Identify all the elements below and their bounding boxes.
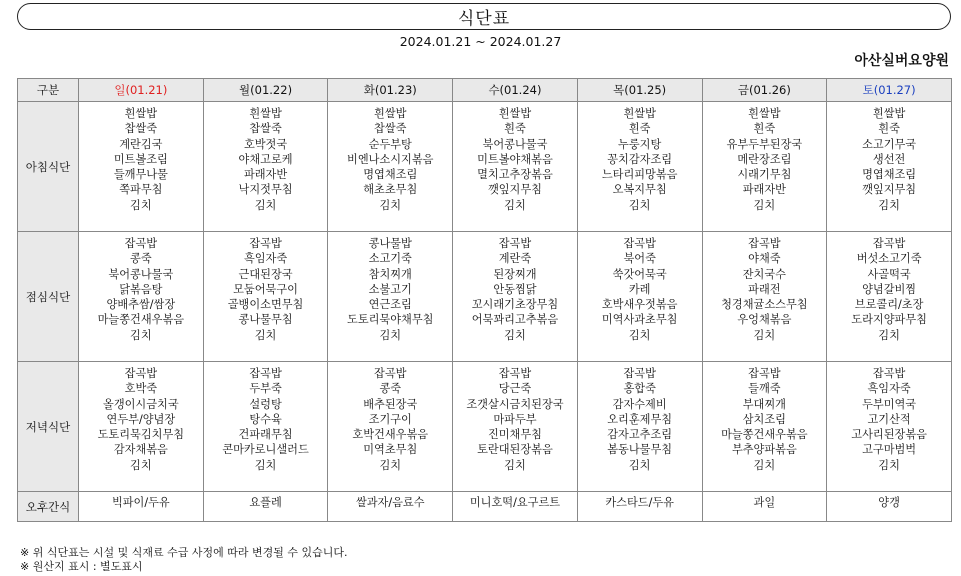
menu-item: 파래자반	[243, 168, 288, 182]
menu-item: 낙지젓무침	[238, 183, 293, 197]
meal-label: 아침식단	[18, 102, 79, 232]
menu-item: 김치	[878, 198, 900, 212]
menu-cell	[79, 492, 204, 522]
menu-item: 삼치조림	[742, 412, 786, 426]
menu-item: 파래자반	[742, 183, 786, 197]
menu-cell	[827, 362, 952, 492]
menu-item: 잡곡밥	[748, 367, 781, 380]
menu-item: 사골떡국	[867, 267, 911, 281]
menu-item: 잔치국수	[742, 267, 786, 281]
menu-item: 김치	[504, 458, 526, 472]
date-period: 2024.01.21 ~ 2024.01.27	[399, 34, 562, 49]
note-line: ※ 원산지 표시 : 별도표시	[20, 559, 143, 573]
menu-item: 깻잎지무침	[487, 183, 542, 197]
menu-item: 멸치고추장볶음	[477, 168, 553, 182]
menu-item: 누룽지탕	[618, 137, 662, 151]
menu-item: 양배추쌈/쌈장	[106, 298, 176, 312]
menu-item: 흰죽	[504, 122, 526, 136]
menu-item: 고사리된장볶음	[851, 428, 927, 442]
menu-item: 마파두부	[493, 412, 537, 426]
menu-item: 김치	[628, 198, 651, 212]
menu-item: 메란장조림	[737, 152, 792, 166]
page-title: 식단표	[457, 9, 511, 29]
menu-item: 카스타드/두유	[605, 496, 674, 509]
menu-item: 호박죽	[124, 382, 158, 396]
menu-item: 해초초무침	[363, 183, 418, 197]
menu-item: 고기산적	[867, 412, 911, 426]
menu-item: 깻잎지무침	[862, 183, 917, 197]
menu-cell	[453, 102, 578, 232]
menu-item: 미역사과초무침	[601, 313, 678, 327]
menu-cell	[328, 232, 453, 362]
menu-item: 잡곡밥	[623, 237, 656, 250]
menu-item: 야채죽	[748, 252, 781, 266]
menu-item: 김치	[130, 458, 152, 472]
menu-cell	[203, 102, 328, 232]
menu-cell	[453, 362, 578, 492]
menu-item: 잡곡밥	[374, 367, 407, 380]
menu-item: 쪽파무침	[119, 183, 163, 197]
menu-item: 감자수제비	[612, 397, 667, 411]
menu-item: 찹쌀죽	[249, 122, 282, 136]
menu-item: 북어콩나물국	[482, 137, 548, 151]
menu-item: 흑임자죽	[243, 252, 288, 266]
menu-item: 진미채무침	[487, 428, 542, 442]
menu-item: 골뱅이소면무침	[227, 298, 304, 312]
menu-cell	[79, 232, 204, 362]
menu-item: 시래기무침	[737, 168, 792, 182]
menu-cell	[702, 362, 827, 492]
menu-item: 봄동나물무침	[607, 443, 673, 457]
menu-item: 잡곡밥	[623, 367, 656, 380]
menu-item: 흑임자죽	[867, 382, 911, 396]
menu-item: 쌀과자/음료수	[355, 496, 425, 509]
menu-item: 모둠어묵구이	[233, 282, 298, 296]
menu-item: 마늘쫑건새우볶음	[721, 428, 808, 442]
menu-item: 잡곡밥	[249, 367, 282, 380]
menu-item: 참치찌개	[368, 267, 412, 281]
menu-item: 두부죽	[249, 382, 282, 396]
menu-item: 흰쌀밥	[872, 107, 906, 120]
menu-item: 카레	[628, 282, 651, 296]
menu-item: 김치	[254, 458, 277, 472]
menu-item: 고구마범벅	[862, 443, 917, 457]
meal-row	[18, 492, 952, 522]
title-banner	[17, 3, 951, 30]
menu-item: 미니호떡/요구르트	[469, 496, 561, 509]
menu-item: 어묵꽈리고추볶음	[471, 313, 559, 327]
menu-item: 꼬시래기초장무침	[471, 298, 559, 312]
menu-item: 빅파이/두유	[111, 496, 170, 509]
menu-cell	[827, 102, 952, 232]
menu-item: 흰쌀밥	[623, 107, 656, 120]
menu-item: 당근죽	[498, 382, 532, 396]
menu-item: 북어콩나물국	[108, 267, 174, 281]
menu-item: 감자채볶음	[113, 443, 168, 457]
menu-item: 설렁탕	[249, 397, 282, 411]
menu-item: 브로콜리/초장	[854, 298, 924, 312]
header-row	[18, 79, 952, 102]
menu-item: 도라지양파무침	[851, 313, 927, 327]
menu-item: 생선전	[872, 152, 906, 166]
menu-item: 유부두부된장국	[726, 137, 803, 151]
menu-item: 잡곡밥	[498, 367, 532, 380]
menu-item: 연근조림	[368, 298, 412, 312]
menu-item: 흰쌀밥	[249, 107, 282, 120]
day-header: 화(01.23)	[328, 79, 453, 102]
menu-item: 안동찜닭	[493, 282, 537, 296]
menu-item: 잡곡밥	[249, 237, 282, 250]
note-line: ※ 위 식단표는 시설 및 식재료 수급 사정에 따라 변경될 수 있습니다.	[20, 546, 348, 559]
menu-item: 두부미역국	[862, 397, 917, 411]
menu-cell	[328, 102, 453, 232]
menu-item: 올갱이시금치국	[103, 397, 179, 411]
menu-item: 과일	[753, 496, 776, 509]
menu-cell	[827, 492, 952, 522]
menu-item: 잡곡밥	[498, 237, 532, 250]
menu-cell	[79, 102, 204, 232]
meal-row	[18, 232, 952, 362]
menu-item: 꽁치감자조림	[607, 152, 673, 166]
menu-cell	[203, 492, 328, 522]
menu-item: 명엽채조림	[862, 168, 917, 182]
menu-item: 탕수육	[249, 412, 282, 426]
menu-item: 토란대된장볶음	[477, 443, 553, 457]
menu-item: 우엉채볶음	[737, 313, 792, 327]
menu-item: 계란죽	[498, 252, 532, 266]
notes	[20, 546, 347, 573]
menu-item: 미트볼야채볶음	[477, 152, 553, 166]
menu-item: 찹쌀죽	[374, 122, 407, 136]
day-header: 일(01.21)	[79, 79, 204, 102]
menu-item: 흰쌀밥	[748, 107, 781, 120]
corner-header: 구분	[18, 79, 79, 102]
menu-item: 김치	[379, 328, 402, 342]
day-header: 수(01.24)	[453, 79, 578, 102]
menu-item: 김치	[254, 198, 277, 212]
meal-label: 오후간식	[18, 492, 79, 522]
menu-item: 김치	[130, 328, 152, 342]
day-header: 금(01.26)	[702, 79, 827, 102]
menu-item: 홍합죽	[623, 382, 656, 396]
menu-item: 잡곡밥	[124, 237, 158, 250]
menu-item: 오복지무침	[612, 183, 667, 197]
day-header: 목(01.25)	[577, 79, 702, 102]
menu-item: 부추양파볶음	[731, 443, 797, 457]
menu-item: 소고기무국	[862, 137, 917, 151]
menu-item: 파래전	[748, 282, 781, 296]
day-header: 월(01.22)	[203, 79, 328, 102]
menu-cell	[577, 362, 702, 492]
menu-item: 도토리묵야채무침	[347, 313, 434, 327]
menu-item: 콩나물무침	[238, 313, 293, 327]
menu-item: 흰죽	[753, 122, 776, 136]
menu-cell	[702, 232, 827, 362]
menu-item: 오리훈제무침	[607, 412, 673, 426]
menu-item: 콩나물밥	[368, 237, 412, 250]
menu-cell	[702, 492, 827, 522]
menu-cell	[453, 492, 578, 522]
menu-item: 콘마카로니샐러드	[222, 443, 309, 457]
menu-item: 도토리묵김치무침	[97, 428, 185, 442]
menu-item: 미트볼조림	[113, 152, 168, 166]
menu-item: 야채고로케	[238, 152, 293, 166]
menu-item: 흰쌀밥	[498, 107, 532, 120]
menu-item: 소불고기	[368, 282, 412, 296]
menu-cell	[328, 362, 453, 492]
menu-cell	[79, 362, 204, 492]
menu-item: 김치	[753, 458, 776, 472]
menu-item: 감자고추조림	[607, 428, 673, 442]
menu-item: 들깨무나물	[113, 168, 168, 182]
menu-cell	[827, 232, 952, 362]
menu-item: 버섯소고기죽	[856, 252, 922, 266]
meal-row	[18, 102, 952, 232]
menu-item: 근대된장국	[238, 267, 293, 281]
menu-item: 조갯살시금치된장국	[466, 397, 564, 411]
menu-item: 김치	[878, 328, 900, 342]
menu-item: 느타리피망볶음	[601, 168, 678, 182]
menu-item: 계란김국	[119, 137, 163, 151]
menu-item: 김치	[504, 198, 526, 212]
menu-item: 순두부탕	[368, 137, 412, 151]
menu-cell	[203, 362, 328, 492]
menu-item: 잡곡밥	[872, 367, 906, 380]
meal-row	[18, 362, 952, 492]
meal-label: 점심식단	[18, 232, 79, 362]
menu-item: 콩죽	[379, 382, 402, 396]
menu-item: 김치	[628, 328, 651, 342]
menu-item: 소고기죽	[368, 252, 412, 266]
menu-item: 잡곡밥	[748, 237, 781, 250]
menu-item: 미역초무침	[363, 443, 418, 457]
menu-item: 부대찌개	[742, 397, 786, 411]
menu-item: 찹쌀죽	[124, 122, 158, 136]
menu-item: 김치	[254, 328, 277, 342]
menu-cell	[328, 492, 453, 522]
day-header: 토(01.27)	[827, 79, 952, 102]
menu-item: 김치	[379, 458, 402, 472]
menu-item: 비엔나소시지볶음	[347, 152, 434, 166]
menu-item: 호박새우젓볶음	[601, 298, 678, 312]
menu-cell	[577, 232, 702, 362]
menu-item: 잡곡밥	[872, 237, 906, 250]
menu-item: 흰죽	[878, 122, 900, 136]
menu-cell	[203, 232, 328, 362]
menu-item: 조기구이	[368, 412, 412, 426]
menu-item: 닭볶음탕	[119, 282, 163, 296]
organization-name: 아산실버요양원	[854, 53, 949, 69]
menu-cell	[453, 232, 578, 362]
menu-item: 양갱	[878, 496, 900, 509]
menu-item: 마늘쫑건새우볶음	[97, 313, 185, 327]
menu-item: 흰쌀밥	[124, 107, 158, 120]
menu-item: 잡곡밥	[124, 367, 158, 380]
menu-item: 흰쌀밥	[374, 107, 407, 120]
menu-item: 김치	[878, 458, 900, 472]
menu-item: 청경채귤소스무침	[721, 298, 808, 312]
meal-label: 저녁식단	[18, 362, 79, 492]
menu-item: 요플레	[249, 496, 282, 509]
menu-cell	[577, 102, 702, 232]
menu-table	[17, 78, 952, 522]
menu-cell	[577, 492, 702, 522]
menu-item: 명엽채조림	[363, 168, 418, 182]
menu-item: 콩죽	[130, 252, 152, 266]
menu-item: 호박건새우볶음	[352, 428, 429, 442]
menu-item: 북어죽	[623, 252, 656, 266]
menu-item: 흰죽	[628, 122, 651, 136]
menu-item: 건파래무침	[238, 428, 293, 442]
menu-item: 김치	[504, 328, 526, 342]
menu-item: 김치	[130, 198, 152, 212]
menu-item: 호박젓국	[243, 137, 288, 151]
menu-cell	[702, 102, 827, 232]
menu-item: 된장찌개	[493, 267, 537, 281]
menu-item: 김치	[753, 198, 776, 212]
menu-item: 배추된장국	[363, 397, 418, 411]
menu-item: 김치	[379, 198, 402, 212]
menu-item: 연두부/양념장	[106, 412, 176, 426]
menu-item: 김치	[753, 328, 776, 342]
menu-item: 김치	[628, 458, 651, 472]
menu-item: 들깨죽	[748, 382, 781, 396]
menu-item: 양념갈비찜	[862, 282, 917, 296]
menu-item: 쑥갓어묵국	[612, 267, 667, 281]
